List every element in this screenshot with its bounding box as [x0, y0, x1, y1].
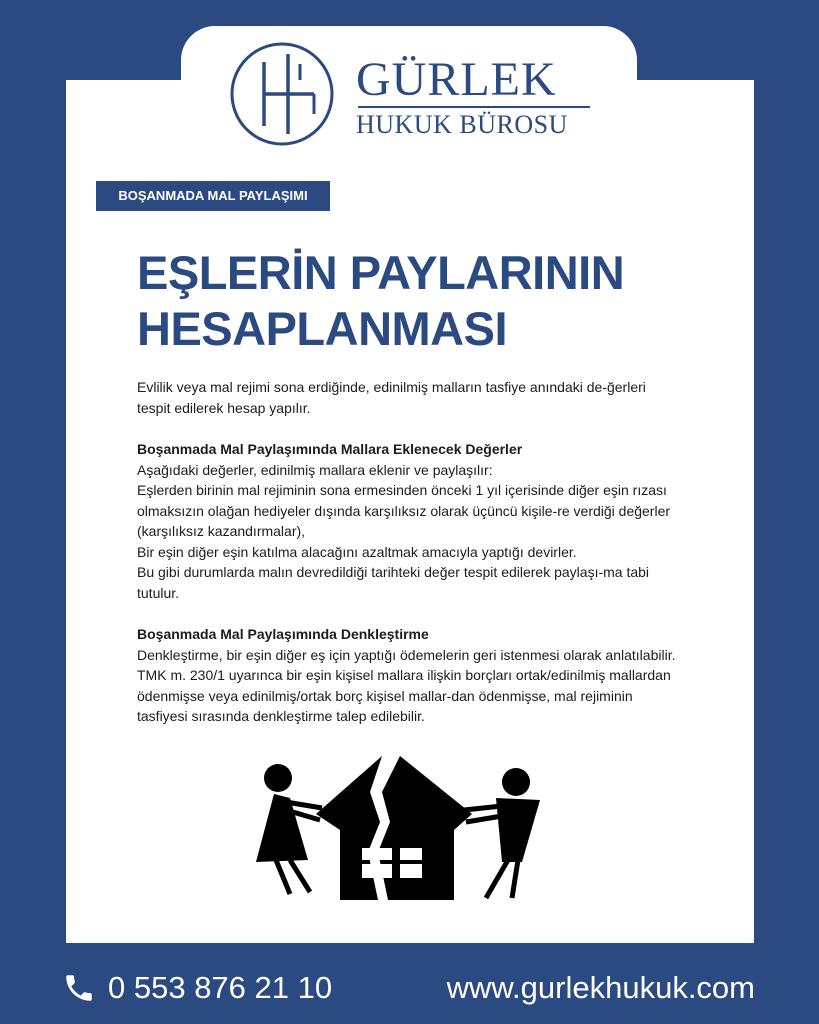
title-line-1: EŞLERİN PAYLARININ: [137, 246, 625, 299]
section1-heading: Boşanmada Mal Paylaşımında Mallara Eklenecek Değerler: [137, 441, 523, 457]
page-title: [137, 245, 737, 357]
broken-house-couple-illustration: [250, 752, 550, 902]
category-tag: BOŞANMADA MAL PAYLAŞIMI: [96, 181, 330, 211]
section1-paragraph-4: Bu gibi durumlarda malın devredildiği tarihteki değer tespit edilerek paylaşı-ma tabi tutulur.: [137, 564, 650, 601]
section1-paragraph-3: Bir eşin diğer eşin katılma alacağını azaltmak amacıyla yaptığı devirler.: [137, 543, 577, 560]
section1-paragraph-1: Aşağıdaki değerler, edinilmiş mallara eklenir ve paylaşılır:: [137, 461, 493, 478]
brand-wordmark: [356, 53, 596, 139]
section2-paragraph-1: Denkleştirme, bir eşin diğer eş için yaptığı ödemelerin geri istenmesi olarak anlatılabilir. TMK m. 230/1 uyarınca bir eşin kişisel mallara ilişkin borçları ortak/edinilmiş mallardan ödenmişse veya edinilmiş/ortak borç kişisel mallar-dan ödenmişse, mal rejiminin tasfiyesi sırasında denkleştirme talep edilebilir.: [137, 646, 676, 724]
article-body: [137, 377, 682, 727]
brand-subtitle: HUKUK BÜROSU: [356, 110, 568, 139]
gh-monogram-icon: [228, 40, 336, 148]
phone-number: 0 553 876 21 10: [108, 970, 333, 1005]
title-line-2: HESAPLANMASI: [137, 302, 508, 355]
intro-paragraph: Evlilik veya mal rejimi sona erdiğinde, edinilmiş malların tasfiye anındaki de-ğerleri tespit edilerek hesap yapılır.: [137, 379, 646, 416]
website-link[interactable]: www.gurlekhukuk.com: [446, 970, 755, 1005]
footer-phone[interactable]: [62, 966, 332, 1010]
section2-heading: Boşanmada Mal Paylaşımında Denkleştirme: [137, 626, 429, 642]
brand-divider: [358, 106, 590, 108]
phone-icon: [62, 971, 96, 1005]
brand-name: GÜRLEK: [356, 53, 557, 106]
section1-paragraph-2: Eşlerden birinin mal rejiminin sona ermesinden önceki 1 yıl içerisinde diğer eşin rızası olmaksızın olağan hediyeler dışında karşılıksız olarak üçüncü kişile-re verdiği değerler (karşılıksız kazandırmalar),: [137, 482, 671, 539]
